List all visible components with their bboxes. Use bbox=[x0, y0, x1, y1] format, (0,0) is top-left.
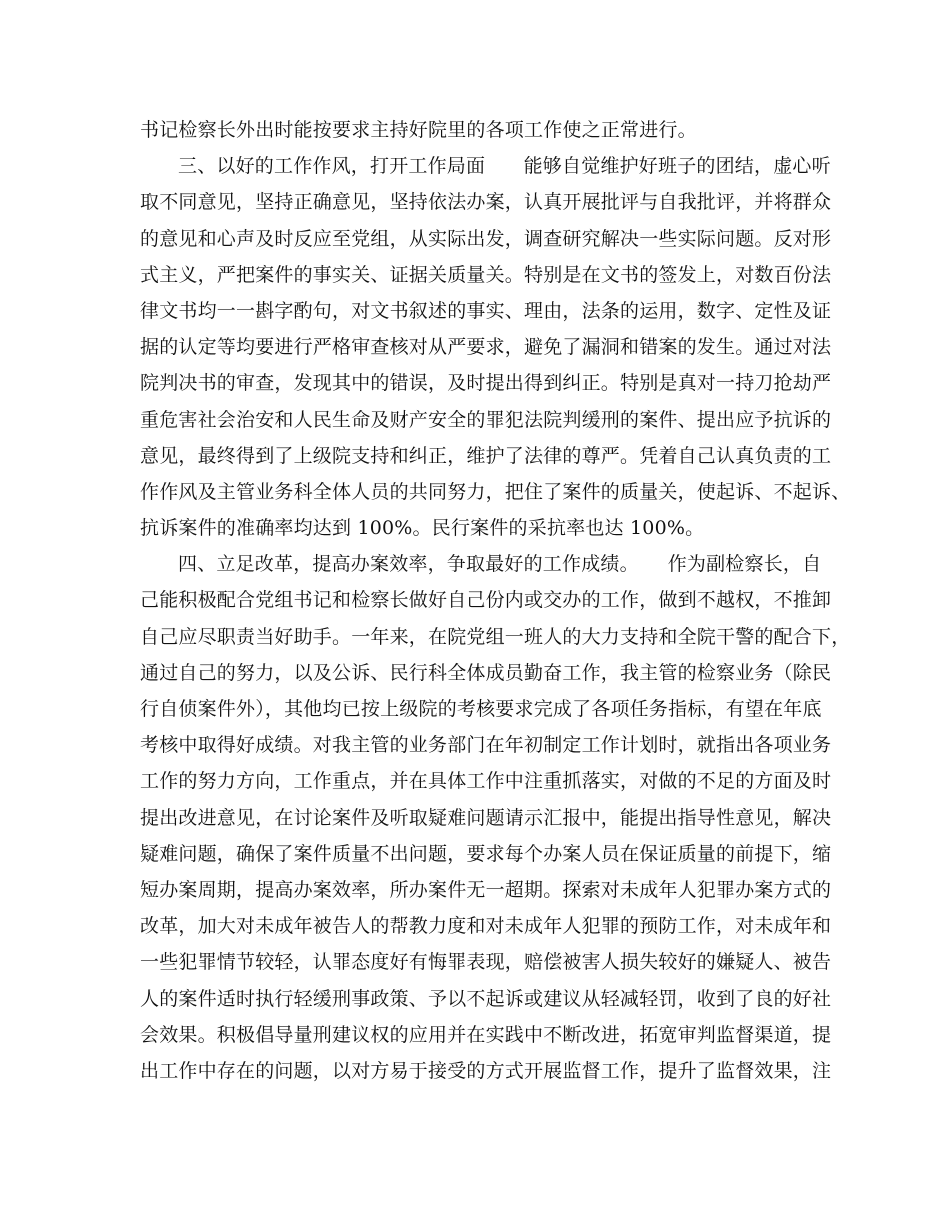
text-line: 一些犯罪情节较轻，认罪态度好有悔罪表现，赔偿被害人损失较好的嫌疑人、被告 bbox=[140, 951, 832, 974]
text-line: 自己应尽职责当好助手。一年来，在院党组一班人的大力支持和全院干警的配合下， bbox=[140, 625, 851, 648]
text-line: 工作的努力方向，工作重点，并在具体工作中注重抓落实，对做的不足的方面及时 bbox=[140, 770, 832, 793]
text-line: 意见，最终得到了上级院支持和纠正，维护了法律的尊严。凭着自己认真负责的工 bbox=[140, 444, 832, 467]
text-line: 会效果。积极倡导量刑建议权的应用并在实践中不断改进，拓宽审判监督渠道，提 bbox=[140, 1023, 832, 1046]
text-line: 提出改进意见，在讨论案件及听取疑难问题请示汇报中，能提出指导性意见，解决 bbox=[140, 806, 832, 829]
paragraph-start-line: 四、立足改革，提高办案效率，争取最好的工作成绩。 作为副检察长，自 bbox=[178, 553, 822, 576]
text-line: 行自侦案件外），其他均已按上级院的考核要求完成了各项任务指标，有望在年底 bbox=[140, 698, 822, 720]
text-line: 己能积极配合党组书记和检察长做好自己份内或交办的工作，做到不越权，不推卸 bbox=[140, 589, 832, 612]
text-line: 式主义，严把案件的事实关、证据关质量关。特别是在文书的签发上，对数百份法 bbox=[140, 263, 832, 286]
text-line: 考核中取得好成绩。对我主管的业务部门在年初制定工作计划时，就指出各项业务 bbox=[140, 734, 832, 757]
text-line: 出工作中存在的问题，以对方易于接受的方式开展监督工作，提升了监督效果，注 bbox=[140, 1059, 832, 1082]
text-line: 律文书均一一斟字酌句，对文书叙述的事实、理由，法条的运用，数字、定性及证 bbox=[140, 299, 832, 322]
text-line: 重危害社会治安和人民生命及财产安全的罪犯法院判缓刑的案件、提出应予抗诉的 bbox=[140, 408, 832, 431]
text-line: 疑难问题，确保了案件质量不出问题，要求每个办案人员在保证质量的前提下，缩 bbox=[140, 842, 832, 865]
text-line: 人的案件适时执行轻缓刑事政策、予以不起诉或建议从轻减轻罚，收到了良的好社 bbox=[140, 987, 832, 1010]
text-line: 据的认定等均要进行严格审查核对从严要求，避免了漏洞和错案的发生。通过对法 bbox=[140, 336, 832, 359]
text-line: 取不同意见，坚持正确意见，坚持依法办案，认真开展批评与自我批评，并将群众 bbox=[140, 191, 832, 214]
text-line: 抗诉案件的准确率均达到 100%。民行案件的采抗率也达 100%。 bbox=[140, 517, 705, 540]
paragraph-start-line: 三、以好的工作作风，打开工作局面 能够自觉维护好班子的团结，虚心听 bbox=[178, 155, 831, 178]
text-line: 作作风及主管业务科全体人员的共同努力，把住了案件的质量关，使起诉、不起诉、 bbox=[140, 480, 851, 503]
body-text bbox=[140, 112, 851, 1089]
text-line: 短办案周期，提高办案效率，所办案件无一超期。探索对未成年人犯罪办案方式的 bbox=[140, 878, 832, 901]
text-line: 通过自己的努力，以及公诉、民行科全体成员勤奋工作，我主管的检察业务（除民 bbox=[140, 661, 832, 684]
text-line: 的意见和心声及时反应至党组，从实际出发，调查研究解决一些实际问题。反对形 bbox=[140, 227, 832, 250]
text-line: 院判决书的审查，发现其中的错误，及时提出得到纠正。特别是真对一持刀抢劫严 bbox=[140, 372, 832, 395]
text-line: 书记检察长外出时能按要求主持好院里的各项工作使之正常进行。 bbox=[140, 119, 697, 141]
text-line: 改革，加大对未成年被告人的帮教力度和对未成年人犯罪的预防工作，对未成年和 bbox=[140, 915, 832, 938]
